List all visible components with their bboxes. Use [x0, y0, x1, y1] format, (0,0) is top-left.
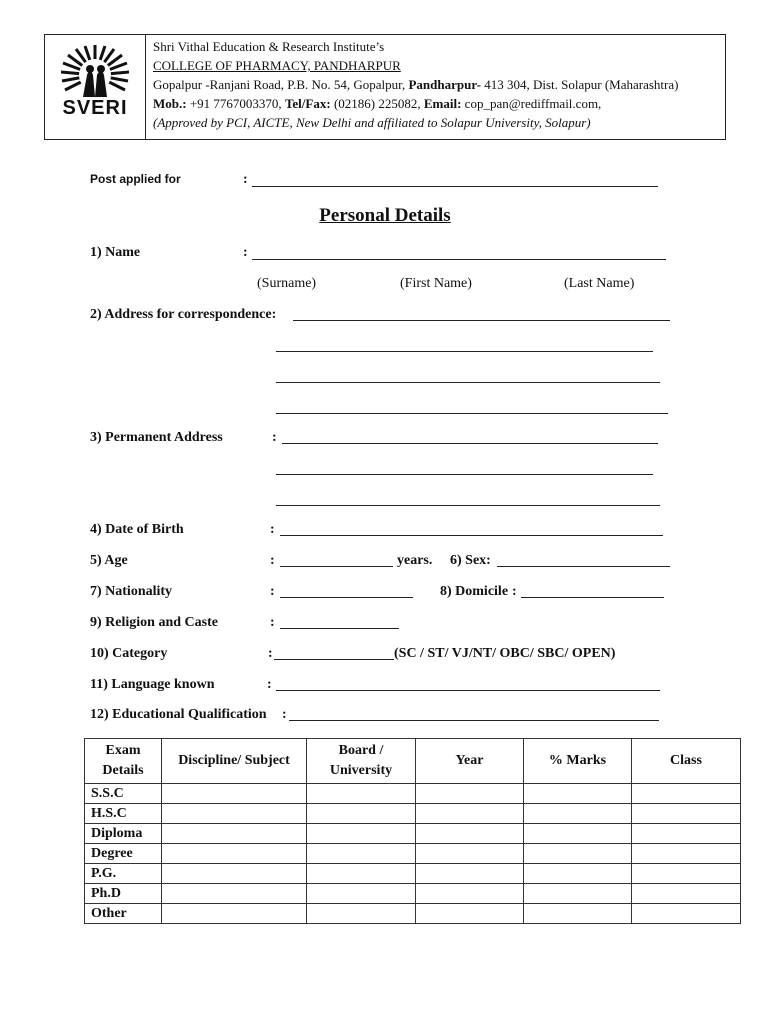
table-header-row [85, 739, 741, 784]
row-label: Ph.D [85, 884, 162, 904]
table-row [85, 784, 741, 804]
table-row [85, 904, 741, 924]
nationality-field[interactable] [280, 597, 413, 598]
logo-cell [45, 35, 146, 139]
dob-label: 4) Date of Birth [90, 522, 184, 537]
row-label: H.S.C [85, 804, 162, 824]
cell[interactable] [416, 784, 524, 804]
cell[interactable] [632, 904, 741, 924]
cell[interactable] [524, 904, 632, 924]
permanent-label: 3) Permanent Address [90, 430, 223, 445]
cell[interactable] [307, 864, 416, 884]
cell[interactable] [162, 884, 307, 904]
cell[interactable] [416, 844, 524, 864]
address-district: 413 304, Dist. Solapur (Maharashtra) [480, 77, 679, 92]
domicile-colon: : [512, 584, 517, 599]
table-row [85, 804, 741, 824]
cell[interactable] [524, 784, 632, 804]
header-marks: % Marks [524, 739, 632, 784]
table-row [85, 884, 741, 904]
email-value: cop_pan@rediffmail.com, [461, 96, 602, 111]
education-field[interactable] [289, 720, 659, 721]
education-colon: : [282, 707, 287, 722]
cell[interactable] [162, 824, 307, 844]
address-field-1[interactable] [293, 320, 670, 321]
header-year: Year [416, 739, 524, 784]
address-field-2[interactable] [276, 351, 653, 352]
cell[interactable] [632, 784, 741, 804]
permanent-field-1[interactable] [282, 443, 658, 444]
last-name-caption: (Last Name) [564, 276, 635, 291]
header-exam: Exam Details [85, 739, 162, 784]
education-label: 12) Educational Qualification [90, 707, 267, 722]
cell[interactable] [307, 804, 416, 824]
institute-header [44, 34, 726, 140]
row-label: S.S.C [85, 784, 162, 804]
page-title: Personal Details [319, 205, 451, 226]
cell[interactable] [307, 824, 416, 844]
cell[interactable] [632, 844, 741, 864]
table-row [85, 824, 741, 844]
post-colon: : [243, 172, 248, 187]
table-row [85, 844, 741, 864]
category-options: (SC / ST/ VJ/NT/ OBC/ SBC/ OPEN) [394, 646, 616, 661]
cell[interactable] [162, 844, 307, 864]
institute-name: Shri Vithal Education & Research Institute’s [153, 39, 385, 54]
nationality-colon: : [270, 584, 275, 599]
header-board: Board / University [307, 739, 416, 784]
name-colon: : [243, 245, 248, 260]
dob-colon: : [270, 522, 275, 537]
nationality-label: 7) Nationality [90, 584, 173, 599]
cell[interactable] [307, 884, 416, 904]
contact-line [153, 94, 678, 113]
permanent-field-3[interactable] [276, 505, 660, 506]
cell[interactable] [632, 864, 741, 884]
header-class: Class [632, 739, 741, 784]
religion-label: 9) Religion and Caste [90, 615, 218, 630]
cell[interactable] [416, 904, 524, 924]
domicile-label: 8) Domicile [440, 584, 509, 599]
cell[interactable] [307, 904, 416, 924]
mob-label: Mob.: [153, 96, 187, 111]
category-label: 10) Category [90, 646, 168, 661]
cell[interactable] [524, 884, 632, 904]
name-label: 1) Name [90, 245, 141, 260]
age-colon: : [270, 553, 275, 568]
cell[interactable] [307, 784, 416, 804]
age-field[interactable] [280, 566, 393, 567]
cell[interactable] [162, 864, 307, 884]
header-discipline: Discipline/ Subject [162, 739, 307, 784]
header-text [153, 37, 678, 132]
language-colon: : [267, 677, 272, 692]
cell[interactable] [632, 804, 741, 824]
cell[interactable] [307, 844, 416, 864]
permanent-field-2[interactable] [276, 474, 653, 475]
education-table [84, 738, 741, 924]
post-label: Post applied for [90, 172, 181, 186]
cell[interactable] [524, 824, 632, 844]
sex-field[interactable] [497, 566, 670, 567]
cell[interactable] [162, 904, 307, 924]
cell[interactable] [524, 844, 632, 864]
college-name: COLLEGE OF PHARMACY, PANDHARPUR [153, 58, 401, 73]
religion-colon: : [270, 615, 275, 630]
table-row [85, 864, 741, 884]
dob-field[interactable] [280, 535, 663, 536]
name-field[interactable] [252, 259, 666, 260]
address-part: Gopalpur -Ranjani Road, P.B. No. 54, Gopalpur, [153, 77, 409, 92]
language-field[interactable] [276, 690, 660, 691]
tel-label: Tel/Fax: [284, 96, 331, 111]
age-label: 5) Age [90, 553, 128, 568]
address-field-4[interactable] [276, 413, 668, 414]
address-field-3[interactable] [276, 382, 660, 383]
surname-caption: (Surname) [257, 276, 317, 291]
tel-value: (02186) 225082, [330, 96, 424, 111]
email-label: Email: [423, 96, 462, 111]
cell[interactable] [416, 804, 524, 824]
sveri-logo [45, 35, 145, 139]
sex-label: 6) Sex: [450, 553, 491, 568]
cell[interactable] [524, 804, 632, 824]
permanent-colon: : [272, 430, 277, 445]
cell[interactable] [162, 784, 307, 804]
years-label: years. [397, 553, 433, 568]
approval-line: (Approved by PCI, AICTE, New Delhi and affiliated to Solapur University, Solapur) [153, 115, 591, 130]
category-colon: : [268, 646, 273, 661]
mob-value: +91 7767003370, [186, 96, 285, 111]
post-field[interactable] [252, 186, 658, 187]
logo-text: SVERI [62, 97, 128, 119]
language-label: 11) Language known [90, 677, 215, 692]
row-label: P.G. [85, 864, 162, 884]
cell[interactable] [524, 864, 632, 884]
address-line [153, 75, 678, 94]
address-city: Pandharpur- [408, 77, 481, 92]
cell[interactable] [416, 824, 524, 844]
row-label: Degree [85, 844, 162, 864]
cell[interactable] [416, 884, 524, 904]
category-field[interactable] [274, 659, 394, 660]
row-label: Diploma [85, 824, 162, 844]
domicile-field[interactable] [521, 597, 664, 598]
cell[interactable] [632, 884, 741, 904]
cell[interactable] [162, 804, 307, 824]
cell[interactable] [632, 824, 741, 844]
religion-field[interactable] [280, 628, 399, 629]
address-label: 2) Address for correspondence: [90, 307, 277, 322]
row-label: Other [85, 904, 162, 924]
first-name-caption: (First Name) [400, 276, 472, 291]
cell[interactable] [416, 864, 524, 884]
